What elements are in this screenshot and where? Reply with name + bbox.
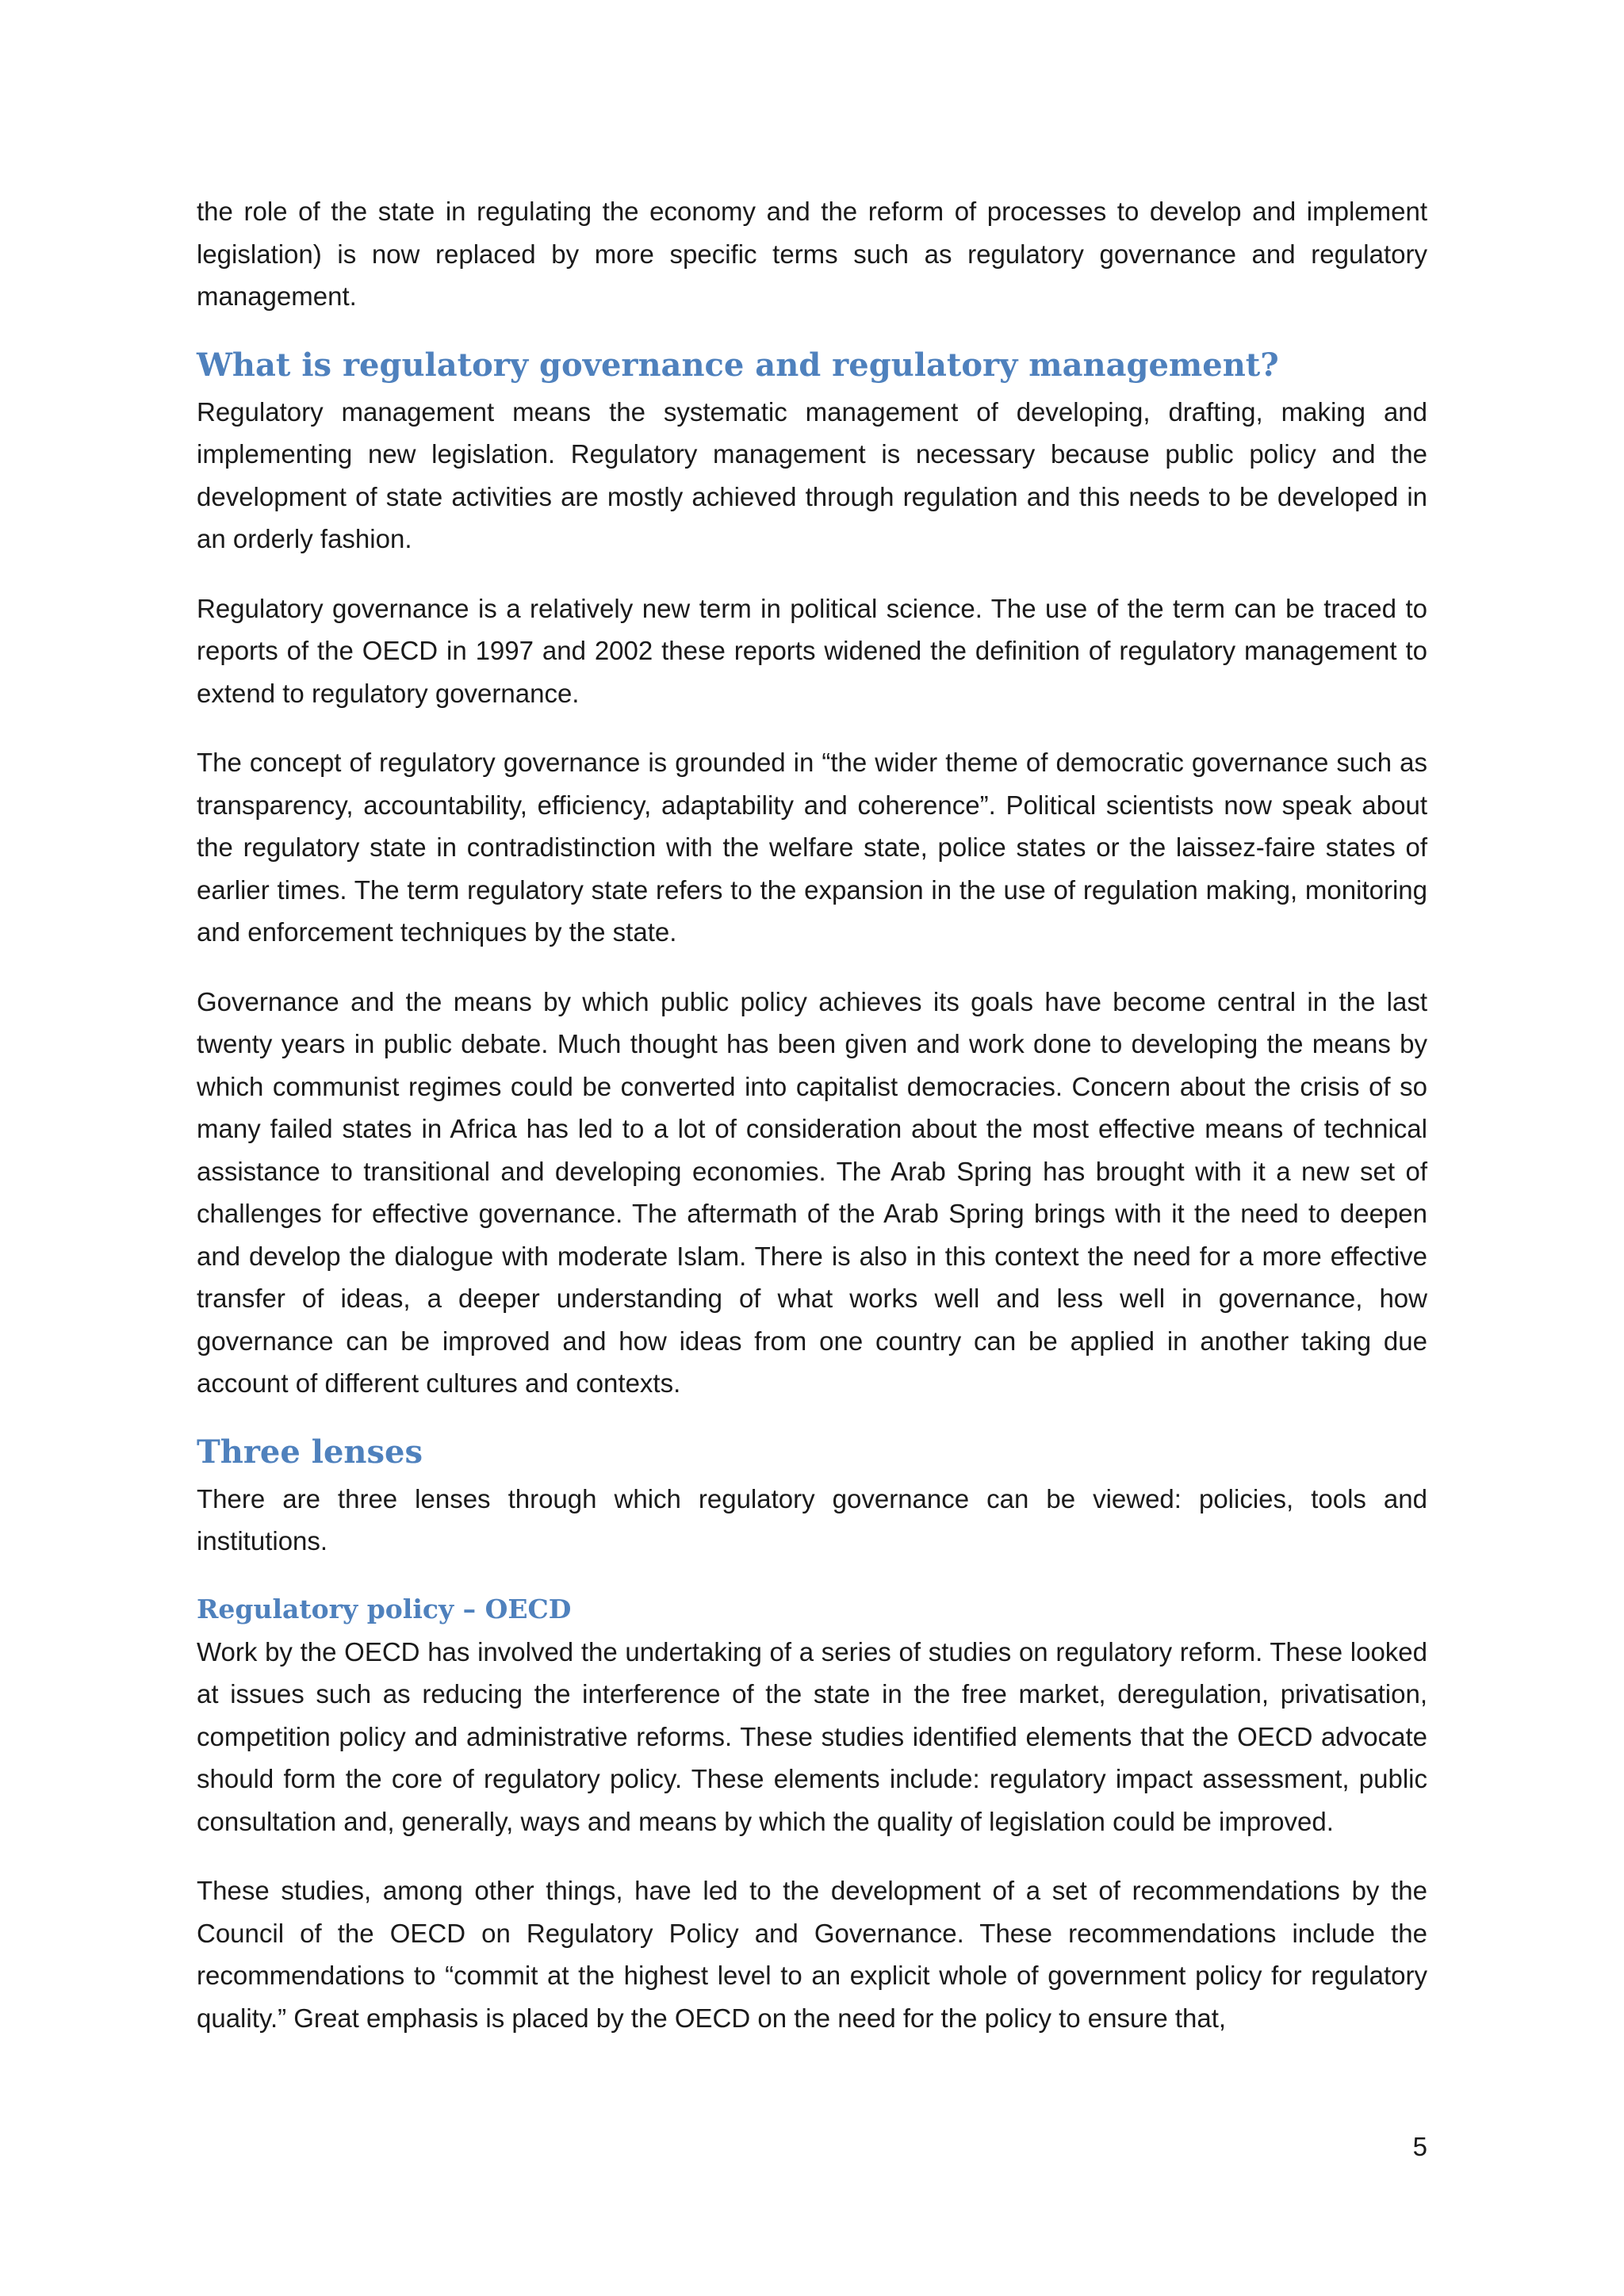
paragraph-three-lenses: There are three lenses through which regulatory governance can be viewed: policies, tools and institutions.: [197, 1483, 1427, 1556]
paragraph-governance-public-debate: Governance and the means by which public policy achieves its goals have become central in the last twenty years in public debate. Much thought has been given and work done to developing the means by which communist regimes could be converted into capitalist democracies. Concern about the crisis of so many failed states in Africa has led to a lot of consideration about the most effective means of technical assistance to transitional and developing economies. The Arab Spring has brought with it a new set of challenges for effective governance. The aftermath of the Arab Spring brings with it the need to deepen and develop the dialogue with moderate Islam. There is also in this context the need for a more effective transfer of ideas, a deeper understanding of what works well and less well in governance, how governance can be improved and how ideas from one country can be applied in another taking due account of different cultures and contexts.: [197, 986, 1427, 1398]
page-content: [197, 190, 1427, 2066]
paragraph-intro: the role of the state in regulating the economy and the reform of processes to develop and implement legislation) is now replaced by more specific terms such as regulatory governance and regulatory management.: [197, 197, 1427, 311]
paragraph-regulatory-management: Regulatory management means the systematic management of developing, drafting, making and implementing new legislation. Regulatory management is necessary because public policy and the development of state activities are mostly achieved through regulation and this needs to be developed in an orderly fashion.: [197, 396, 1427, 553]
paragraph-concept-of-governance: The concept of regulatory governance is grounded in “the wider theme of democratic governance such as transparency, accountability, efficiency, adaptability and coherence”. Political scientists now speak about the regulatory state in contradistinction with the welfare state, police states or the laissez-faire states of earlier times. The term regulatory state refers to the expansion in the use of regulation making, monitoring and enforcement techniques by the state.: [197, 748, 1427, 947]
section-heading-regulatory-governance: What is regulatory governance and regulatory management?: [197, 346, 1279, 384]
subsection-heading-regulatory-policy-oecd: Regulatory policy – OECD: [197, 1593, 572, 1624]
paragraph-oecd-work: Work by the OECD has involved the undertaking of a series of studies on regulatory reform. These looked at issues such as reducing the interference of the state in the free market, deregulation, privatisation, competition policy and administrative reforms. These studies identified elements that the OECD advocate should form the core of regulatory policy. These elements include: regulatory impact assessment, public consultation and, generally, ways and means by which the quality of legislation could be improved.: [197, 1636, 1427, 1836]
section-heading-three-lenses: Three lenses: [197, 1433, 423, 1471]
paragraph-oecd-recommendations: These studies, among other things, have led to the development of a set of recommendations by the Council of the OECD on Regulatory Policy and Governance. These recommendations include the recommendations to “commit at the highest level to an explicit whole of government policy for regulatory quality.” Great emphasis is placed by the OECD on the need for the policy to ensure that,: [197, 1876, 1427, 2033]
paragraph-regulatory-governance-term: Regulatory governance is a relatively new term in political science. The use of the term can be traced to reports of the OECD in 1997 and 2002 these reports widened the definition of regulatory management to extend to regulatory governance.: [197, 593, 1427, 708]
page-number: 5: [1412, 2132, 1427, 2161]
